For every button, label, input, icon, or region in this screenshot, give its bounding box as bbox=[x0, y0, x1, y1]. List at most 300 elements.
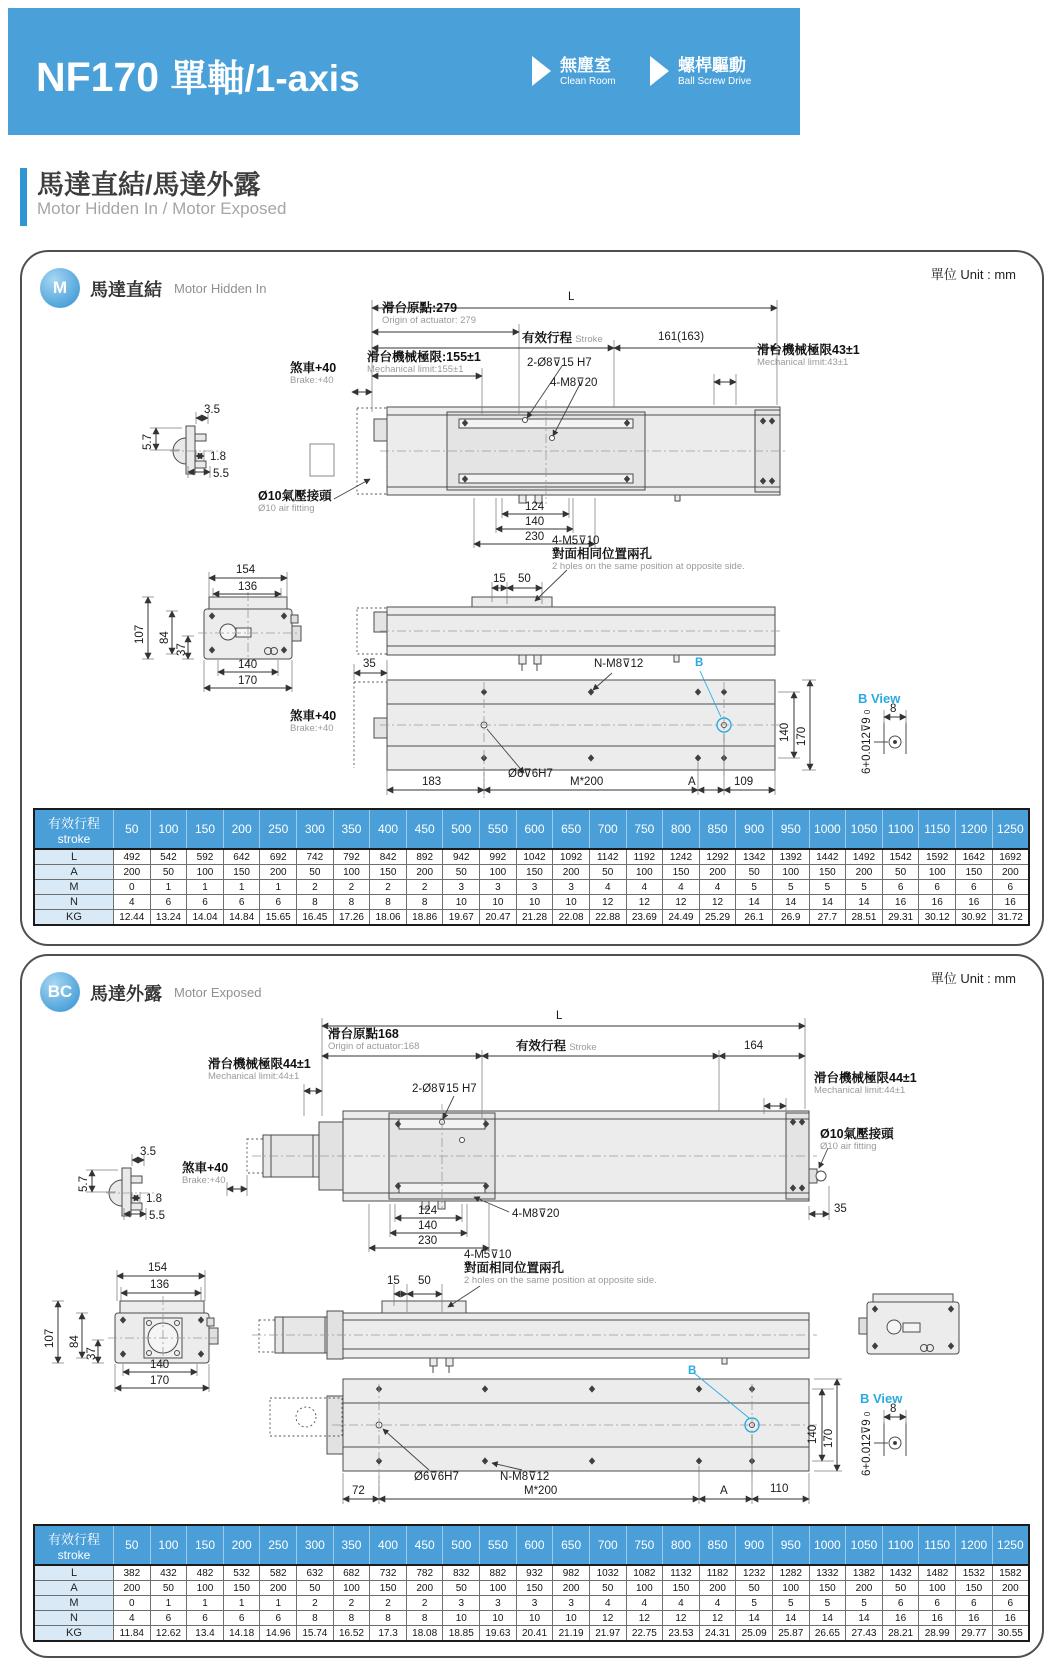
spec-value: 50 bbox=[150, 865, 187, 880]
spec-value: 882 bbox=[480, 1565, 517, 1581]
spec-value: 18.86 bbox=[406, 910, 443, 926]
stroke-value-header: 50 bbox=[114, 809, 151, 849]
stroke-value-header: 400 bbox=[370, 809, 407, 849]
spec-value: 150 bbox=[956, 1581, 993, 1596]
spec-value: 6 bbox=[260, 895, 297, 910]
spec-value: 492 bbox=[114, 849, 151, 865]
spec-value: 50 bbox=[736, 1581, 773, 1596]
dim-15: 15 bbox=[493, 573, 506, 585]
spec-value: 200 bbox=[553, 865, 590, 880]
spec-value: 6 bbox=[956, 880, 993, 895]
stroke-value-header: 850 bbox=[699, 809, 736, 849]
spec-value: 14 bbox=[809, 1611, 846, 1626]
spec-value: 50 bbox=[443, 865, 480, 880]
brake-bottom-en: Brake:+40 bbox=[290, 723, 334, 734]
spec-value: 6 bbox=[919, 880, 956, 895]
dim-n-m8: N-M8⊽12 bbox=[594, 658, 644, 670]
row-label: L bbox=[34, 1565, 114, 1581]
stroke-value-header: 450 bbox=[406, 1525, 443, 1565]
spec-value: 150 bbox=[663, 1581, 700, 1596]
stroke-value-header: 1100 bbox=[882, 809, 919, 849]
spec-value: 1532 bbox=[956, 1565, 993, 1581]
spec-value: 150 bbox=[956, 865, 993, 880]
mech-limit-155-en: Mechanical limit:155±1 bbox=[367, 364, 464, 375]
spec-value: 13.24 bbox=[150, 910, 187, 926]
m5-note-en: 2 holes on the same position at opposite side. bbox=[552, 561, 745, 572]
spec-value: 50 bbox=[882, 865, 919, 880]
spec-value: 1 bbox=[150, 1596, 187, 1611]
ball-screw-badge bbox=[650, 56, 751, 87]
spec-value: 23.53 bbox=[663, 1626, 700, 1642]
spec-value: 2 bbox=[406, 1596, 443, 1611]
spec-value: 21.97 bbox=[589, 1626, 626, 1642]
spec-value: 2 bbox=[406, 880, 443, 895]
spec-value: 10 bbox=[480, 895, 517, 910]
spec-value: 200 bbox=[846, 865, 883, 880]
spec-value: 1192 bbox=[626, 849, 663, 865]
panel-motor-exposed bbox=[20, 954, 1044, 1658]
spec-value: 50 bbox=[589, 865, 626, 880]
dim-170-right: 170 bbox=[796, 726, 808, 746]
spec-value: 1642 bbox=[956, 849, 993, 865]
spec-value: 16 bbox=[919, 895, 956, 910]
dim-5-5: 5.5 bbox=[213, 468, 229, 480]
stroke-value-header: 100 bbox=[150, 809, 187, 849]
stroke-value-header: 1250 bbox=[992, 809, 1029, 849]
spec-value: 150 bbox=[370, 865, 407, 880]
dim-183: 183 bbox=[422, 776, 442, 788]
spec-value: 1092 bbox=[553, 849, 590, 865]
mech-limit-43-zh: 滑台機械極限43±1 bbox=[757, 343, 860, 357]
spec-value: 150 bbox=[223, 865, 260, 880]
dim-140: 140 bbox=[418, 1220, 438, 1232]
spec-value: 20.47 bbox=[480, 910, 517, 926]
dim-1-8: 1.8 bbox=[210, 451, 226, 463]
spec-value: 792 bbox=[333, 849, 370, 865]
spec-value: 29.77 bbox=[956, 1626, 993, 1642]
spec-value: 200 bbox=[846, 1581, 883, 1596]
spec-value: 5 bbox=[736, 1596, 773, 1611]
spec-value: 18.85 bbox=[443, 1626, 480, 1642]
dim-5-5: 5.5 bbox=[149, 1210, 165, 1222]
spec-value: 1232 bbox=[736, 1565, 773, 1581]
spec-value: 14 bbox=[772, 1611, 809, 1626]
dim-140-end: 140 bbox=[150, 1359, 170, 1371]
clean-room-badge bbox=[532, 56, 616, 87]
spec-value: 28.99 bbox=[919, 1626, 956, 1642]
spec-value: 932 bbox=[516, 1565, 553, 1581]
arrow-icon bbox=[650, 56, 669, 86]
row-label: L bbox=[34, 849, 114, 865]
page-title bbox=[36, 48, 360, 102]
stroke-value-header: 400 bbox=[370, 1525, 407, 1565]
spec-value: 18.06 bbox=[370, 910, 407, 926]
spec-value: 6 bbox=[956, 1596, 993, 1611]
row-label: N bbox=[34, 895, 114, 910]
spec-value: 382 bbox=[114, 1565, 151, 1581]
spec-value: 8 bbox=[333, 895, 370, 910]
brake-label-en: Brake:+40 bbox=[182, 1175, 226, 1186]
stroke-header-row bbox=[34, 1525, 1029, 1565]
stroke-value-header: 500 bbox=[443, 1525, 480, 1565]
spec-value: 10 bbox=[443, 1611, 480, 1626]
dim-161: 161(163) bbox=[658, 331, 705, 343]
stroke-value-header: 750 bbox=[626, 1525, 663, 1565]
spec-value: 25.29 bbox=[699, 910, 736, 926]
spec-value: 4 bbox=[114, 895, 151, 910]
unit-label: 單位 Unit : mm bbox=[930, 267, 1016, 282]
origin-label-zh: 滑台原點:279 bbox=[382, 301, 458, 315]
spec-value: 532 bbox=[223, 1565, 260, 1581]
dim-m200: M*200 bbox=[524, 1485, 558, 1497]
dim-140-end: 140 bbox=[238, 659, 258, 671]
spec-value: 782 bbox=[406, 1565, 443, 1581]
spec-value: 26.9 bbox=[772, 910, 809, 926]
dim-154: 154 bbox=[148, 1262, 168, 1274]
m5-note-en: 2 holes on the same position at opposite side. bbox=[464, 1275, 657, 1286]
dim-4xm8: 4-M8⊽20 bbox=[512, 1208, 560, 1220]
stroke-value-header: 600 bbox=[516, 809, 553, 849]
tolerance-label: 6+0.012⊽9 0 bbox=[861, 1411, 873, 1476]
spec-value: 10 bbox=[553, 1611, 590, 1626]
spec-value: 3 bbox=[553, 1596, 590, 1611]
spec-value: 12 bbox=[626, 895, 663, 910]
spec-value: 6 bbox=[992, 1596, 1029, 1611]
mech-limit-43-en: Mechanical limit:43±1 bbox=[757, 357, 849, 368]
spec-value: 16 bbox=[882, 1611, 919, 1626]
spec-value: 21.28 bbox=[516, 910, 553, 926]
spec-value: 200 bbox=[260, 865, 297, 880]
spec-value: 14.84 bbox=[223, 910, 260, 926]
mech-limit-44-right-zh: 滑台機械極限44±1 bbox=[814, 1071, 917, 1085]
stroke-value-header: 1200 bbox=[956, 1525, 993, 1565]
spec-value: 1242 bbox=[663, 849, 700, 865]
spec-value: 6 bbox=[187, 1611, 224, 1626]
dim-35: 35 bbox=[834, 1203, 847, 1215]
spec-value: 150 bbox=[809, 1581, 846, 1596]
dim-107: 107 bbox=[44, 1328, 56, 1348]
stroke-value-header: 800 bbox=[663, 1525, 700, 1565]
mech-limit-44-left-zh: 滑台機械極限44±1 bbox=[208, 1057, 311, 1071]
spec-value: 982 bbox=[553, 1565, 590, 1581]
spec-value: 14 bbox=[809, 895, 846, 910]
spec-value: 22.88 bbox=[589, 910, 626, 926]
spec-value: 100 bbox=[626, 865, 663, 880]
dim-4xm5: 4-M5⊽10 bbox=[464, 1249, 512, 1261]
stroke-header-cell: 有效行程 stroke bbox=[34, 1525, 114, 1565]
stroke-header-cell: 有效行程 stroke bbox=[34, 809, 114, 849]
spec-value: 1182 bbox=[699, 1565, 736, 1581]
spec-value: 432 bbox=[150, 1565, 187, 1581]
spec-value: 100 bbox=[626, 1581, 663, 1596]
stroke-value-header: 1200 bbox=[956, 809, 993, 849]
stroke-value-header: 550 bbox=[480, 1525, 517, 1565]
spec-row-L bbox=[34, 849, 1029, 865]
spec-value: 5 bbox=[846, 1596, 883, 1611]
spec-value: 12.62 bbox=[150, 1626, 187, 1642]
dim-m200: M*200 bbox=[570, 776, 604, 788]
dim-72: 72 bbox=[352, 1485, 365, 1497]
spec-value: 2 bbox=[333, 1596, 370, 1611]
air-fitting-en: Ø10 air fitting bbox=[258, 503, 315, 514]
spec-value: 10 bbox=[553, 895, 590, 910]
stroke-value-header: 1150 bbox=[919, 1525, 956, 1565]
dim-L: L bbox=[568, 291, 575, 303]
dim-35: 35 bbox=[363, 658, 376, 670]
panel-title-zh: 馬達直結 bbox=[90, 280, 162, 300]
spec-value: 100 bbox=[480, 865, 517, 880]
spec-value: 1 bbox=[223, 1596, 260, 1611]
spec-value: 22.75 bbox=[626, 1626, 663, 1642]
spec-value: 16.45 bbox=[297, 910, 334, 926]
stroke-value-header: 250 bbox=[260, 809, 297, 849]
dim-109: 109 bbox=[734, 776, 754, 788]
stroke-value-header: 1150 bbox=[919, 809, 956, 849]
stroke-value-header: 700 bbox=[589, 809, 626, 849]
spec-value: 3 bbox=[480, 1596, 517, 1611]
spec-value: 1342 bbox=[736, 849, 773, 865]
spec-value: 0 bbox=[114, 880, 151, 895]
spec-value: 1 bbox=[260, 1596, 297, 1611]
spec-value: 14 bbox=[846, 895, 883, 910]
spec-value: 2 bbox=[370, 880, 407, 895]
spec-row-L bbox=[34, 1565, 1029, 1581]
dim-d6-hole: Ø6⊽6H7 bbox=[508, 768, 553, 780]
dim-230: 230 bbox=[525, 531, 545, 543]
spec-value: 2 bbox=[297, 880, 334, 895]
spec-value: 200 bbox=[992, 865, 1029, 880]
dim-8: 8 bbox=[890, 1403, 897, 1415]
dim-50: 50 bbox=[518, 573, 531, 585]
brake-label-en: Brake:+40 bbox=[290, 375, 334, 386]
spec-value: 50 bbox=[882, 1581, 919, 1596]
dim-4xm8: 4-M8⊽20 bbox=[550, 377, 598, 389]
row-label: KG bbox=[34, 910, 114, 926]
spec-value: 100 bbox=[480, 1581, 517, 1596]
spec-value: 100 bbox=[919, 1581, 956, 1596]
spec-value: 12 bbox=[626, 1611, 663, 1626]
section-title: 馬達直結/馬達外露 bbox=[37, 170, 261, 200]
dim-8: 8 bbox=[890, 703, 897, 715]
spec-value: 2 bbox=[333, 880, 370, 895]
spec-row-M bbox=[34, 1596, 1029, 1611]
spec-value: 0 bbox=[114, 1596, 151, 1611]
stroke-value-header: 500 bbox=[443, 809, 480, 849]
stroke-value-header: 200 bbox=[223, 1525, 260, 1565]
stroke-value-header: 850 bbox=[699, 1525, 736, 1565]
air-fitting-zh: Ø10氣壓接頭 bbox=[820, 1127, 894, 1141]
spec-value: 6 bbox=[882, 880, 919, 895]
dim-50: 50 bbox=[418, 1275, 431, 1287]
spec-value: 30.12 bbox=[919, 910, 956, 926]
dim-84: 84 bbox=[159, 631, 171, 644]
stroke-value-header: 700 bbox=[589, 1525, 626, 1565]
spec-value: 1432 bbox=[882, 1565, 919, 1581]
spec-value: 1282 bbox=[772, 1565, 809, 1581]
spec-value: 200 bbox=[699, 1581, 736, 1596]
spec-row-KG bbox=[34, 1626, 1029, 1642]
dim-154: 154 bbox=[236, 564, 256, 576]
spec-value: 1 bbox=[150, 880, 187, 895]
dim-37: 37 bbox=[176, 643, 188, 656]
spec-value: 100 bbox=[919, 865, 956, 880]
spec-value: 16.52 bbox=[333, 1626, 370, 1642]
m5-note-zh: 對面相同位置兩孔 bbox=[552, 547, 653, 561]
spec-value: 6 bbox=[223, 895, 260, 910]
spec-value: 19.63 bbox=[480, 1626, 517, 1642]
spec-value: 16 bbox=[956, 895, 993, 910]
spec-value: 200 bbox=[114, 865, 151, 880]
spec-value: 16 bbox=[992, 1611, 1029, 1626]
dim-170-end: 170 bbox=[238, 675, 258, 687]
spec-value: 12 bbox=[699, 1611, 736, 1626]
spec-value: 3 bbox=[516, 880, 553, 895]
spec-value: 5 bbox=[846, 880, 883, 895]
spec-value: 8 bbox=[406, 895, 443, 910]
stroke-value-header: 1050 bbox=[846, 1525, 883, 1565]
spec-value: 4 bbox=[114, 1611, 151, 1626]
spec-value: 4 bbox=[699, 1596, 736, 1611]
dim-5-7: 5.7 bbox=[142, 434, 154, 450]
dim-107: 107 bbox=[134, 624, 146, 644]
spec-value: 2 bbox=[370, 1596, 407, 1611]
spec-value: 1082 bbox=[626, 1565, 663, 1581]
stroke-value-header: 950 bbox=[772, 809, 809, 849]
spec-value: 100 bbox=[333, 865, 370, 880]
spec-value: 50 bbox=[589, 1581, 626, 1596]
spec-value: 14 bbox=[736, 895, 773, 910]
stroke-value-header: 150 bbox=[187, 809, 224, 849]
spec-value: 50 bbox=[443, 1581, 480, 1596]
section-accent-bar bbox=[20, 168, 27, 226]
origin-label-en: Origin of actuator: 279 bbox=[382, 315, 476, 326]
row-label: M bbox=[34, 880, 114, 895]
spec-value: 200 bbox=[260, 1581, 297, 1596]
spec-value: 16 bbox=[919, 1611, 956, 1626]
spec-value: 482 bbox=[187, 1565, 224, 1581]
spec-value: 20.41 bbox=[516, 1626, 553, 1642]
spec-value: 14.04 bbox=[187, 910, 224, 926]
spec-value: 8 bbox=[370, 895, 407, 910]
dim-2xd8-holes: 2-Ø8⊽15 H7 bbox=[527, 357, 592, 369]
stroke-header-row bbox=[34, 809, 1029, 849]
spec-value: 1 bbox=[187, 1596, 224, 1611]
panel-title-en: Motor Hidden In bbox=[174, 281, 267, 296]
row-label: N bbox=[34, 1611, 114, 1626]
spec-value: 3 bbox=[443, 1596, 480, 1611]
dim-3-5: 3.5 bbox=[204, 404, 220, 416]
brake-bottom-zh: 煞車+40 bbox=[290, 709, 337, 723]
spec-value: 4 bbox=[699, 880, 736, 895]
spec-value: 1692 bbox=[992, 849, 1029, 865]
spec-value: 6 bbox=[882, 1596, 919, 1611]
stroke-value-header: 1100 bbox=[882, 1525, 919, 1565]
brake-label-zh: 煞車+40 bbox=[290, 361, 337, 375]
stroke-value-header: 950 bbox=[772, 1525, 809, 1565]
spec-value: 16 bbox=[882, 895, 919, 910]
dim-124: 124 bbox=[525, 501, 545, 513]
dim-A: A bbox=[720, 1485, 728, 1497]
spec-value: 17.3 bbox=[370, 1626, 407, 1642]
spec-value: 6 bbox=[992, 880, 1029, 895]
spec-value: 27.7 bbox=[809, 910, 846, 926]
row-label: A bbox=[34, 865, 114, 880]
dim-L: L bbox=[556, 1010, 563, 1022]
dim-136: 136 bbox=[150, 1279, 170, 1291]
spec-value: 8 bbox=[297, 1611, 334, 1626]
spec-value: 4 bbox=[663, 1596, 700, 1611]
spec-value: 16 bbox=[992, 895, 1029, 910]
spec-value: 28.51 bbox=[846, 910, 883, 926]
b-marker: B bbox=[688, 1365, 697, 1377]
dim-164: 164 bbox=[744, 1040, 764, 1052]
m5-note-zh: 對面相同位置兩孔 bbox=[464, 1261, 565, 1275]
row-label: A bbox=[34, 1581, 114, 1596]
spec-value: 12 bbox=[699, 895, 736, 910]
spec-value: 23.69 bbox=[626, 910, 663, 926]
spec-value: 18.08 bbox=[406, 1626, 443, 1642]
spec-value: 682 bbox=[333, 1565, 370, 1581]
spec-value: 25.09 bbox=[736, 1626, 773, 1642]
dim-A: A bbox=[688, 776, 696, 788]
spec-value: 8 bbox=[370, 1611, 407, 1626]
spec-value: 732 bbox=[370, 1565, 407, 1581]
stroke-value-header: 600 bbox=[516, 1525, 553, 1565]
spec-value: 12 bbox=[589, 1611, 626, 1626]
spec-value: 6 bbox=[187, 895, 224, 910]
spec-value: 14.96 bbox=[260, 1626, 297, 1642]
stroke-value-header: 1250 bbox=[992, 1525, 1029, 1565]
spec-value: 1482 bbox=[919, 1565, 956, 1581]
dim-n-m8: N-M8⊽12 bbox=[500, 1471, 550, 1483]
spec-value: 742 bbox=[297, 849, 334, 865]
dim-110: 110 bbox=[770, 1483, 789, 1495]
dim-170-end: 170 bbox=[150, 1375, 170, 1387]
stroke-value-header: 350 bbox=[333, 1525, 370, 1565]
spec-value: 4 bbox=[626, 880, 663, 895]
panel-title-en: Motor Exposed bbox=[174, 985, 262, 1000]
spec-row-A bbox=[34, 1581, 1029, 1596]
stroke-value-header: 100 bbox=[150, 1525, 187, 1565]
spec-value: 22.08 bbox=[553, 910, 590, 926]
dim-15: 15 bbox=[387, 1275, 400, 1287]
stroke-value-header: 450 bbox=[406, 809, 443, 849]
dim-37: 37 bbox=[86, 1347, 98, 1360]
b-view-label: B View bbox=[858, 691, 901, 706]
spec-value: 24.49 bbox=[663, 910, 700, 926]
spec-value: 100 bbox=[187, 865, 224, 880]
spec-value: 1582 bbox=[992, 1565, 1029, 1581]
origin-label-en: Origin of actuator:168 bbox=[328, 1041, 420, 1052]
spec-value: 5 bbox=[809, 880, 846, 895]
spec-value: 832 bbox=[443, 1565, 480, 1581]
brake-label-zh: 煞車+40 bbox=[182, 1161, 229, 1175]
badge-zh: 螺桿驅動 bbox=[678, 56, 746, 75]
spec-row-M bbox=[34, 880, 1029, 895]
spec-value: 4 bbox=[626, 1596, 663, 1611]
spec-value: 1132 bbox=[663, 1565, 700, 1581]
spec-value: 1542 bbox=[882, 849, 919, 865]
panel-motor-hidden bbox=[20, 250, 1044, 946]
spec-value: 200 bbox=[114, 1581, 151, 1596]
badge-en: Clean Room bbox=[560, 75, 616, 87]
spec-value: 1142 bbox=[589, 849, 626, 865]
section-subtitle: Motor Hidden In / Motor Exposed bbox=[37, 199, 287, 218]
stroke-value-header: 550 bbox=[480, 809, 517, 849]
spec-row-A bbox=[34, 865, 1029, 880]
spec-value: 14 bbox=[846, 1611, 883, 1626]
spec-value: 24.31 bbox=[699, 1626, 736, 1642]
